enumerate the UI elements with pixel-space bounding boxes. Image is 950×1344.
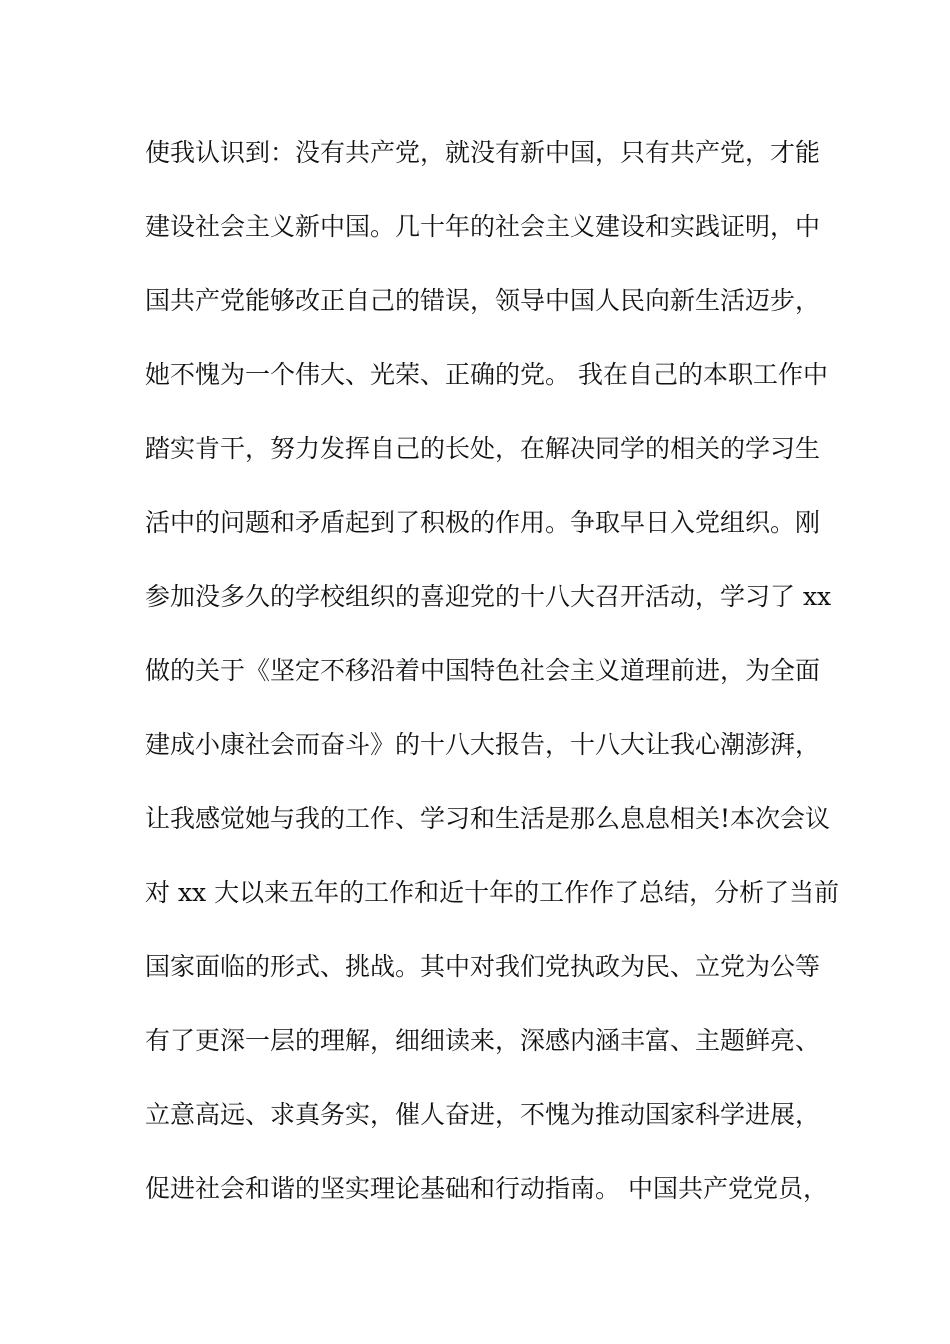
text-line: 活中的问题和矛盾起到了积极的作用。争取早日入党组织。刚 <box>145 508 821 537</box>
text-line: 踏实肯干，努力发挥自己的长处，在解决同学的相关的学习生 <box>145 434 821 463</box>
text-line: 使我认识到：没有共产党，就没有新中国，只有共产党，才能 <box>145 138 821 167</box>
text-line: 国家面临的形式、挑战。其中对我们党执政为民、立党为公等 <box>145 952 821 981</box>
text-line: 建设社会主义新中国。几十年的社会主义建设和实践证明，中 <box>145 212 821 241</box>
text-line: 让我感觉她与我的工作、学习和生活是那么息息相关!本次会议 <box>145 804 831 833</box>
text-line: 她不愧为一个伟大、光荣、正确的党。 我在自己的本职工作中 <box>145 360 828 389</box>
text-line: 有了更深一层的理解，细细读来，深感内涵丰富、主题鲜亮、 <box>145 1026 821 1055</box>
text-line: 对 xx 大以来五年的工作和近十年的工作作了总结，分析了当前 <box>145 878 840 907</box>
text-line: 参加没多久的学校组织的喜迎党的十八大召开活动，学习了 xx <box>145 582 832 611</box>
text-line: 国共产党能够改正自己的错误，领导中国人民向新生活迈步， <box>145 286 821 315</box>
text-line: 立意高远、求真务实，催人奋进，不愧为推动国家科学进展， <box>145 1100 821 1129</box>
text-line: 促进社会和谐的坚实理论基础和行动指南。 中国共产党党员， <box>145 1174 828 1203</box>
text-line: 做的关于《坚定不移沿着中国特色社会主义道理前进，为全面 <box>145 656 821 685</box>
document-body-text <box>145 126 840 1236</box>
text-line: 建成小康社会而奋斗》的十八大报告，十八大让我心潮澎湃， <box>145 730 821 759</box>
